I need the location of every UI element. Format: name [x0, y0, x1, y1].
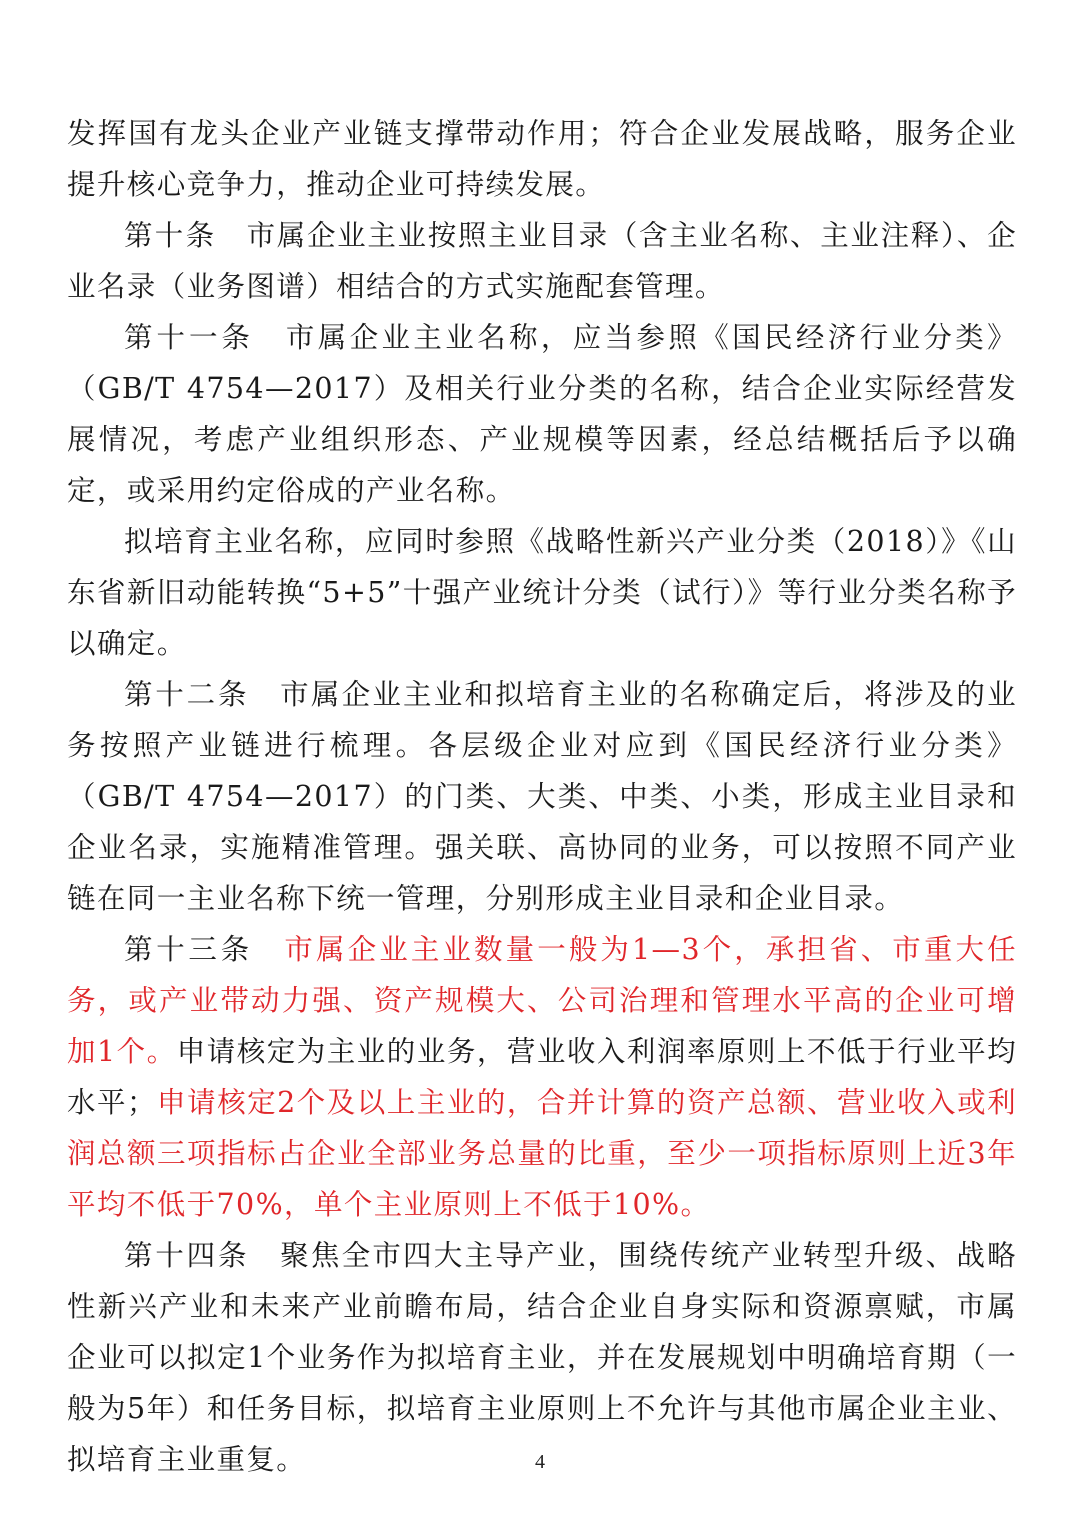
article-11-supplement	[67, 516, 1017, 669]
document-page	[67, 108, 1017, 1485]
article-13	[67, 924, 1017, 1230]
paragraph-text: 发挥国有龙头企业产业链支撑带动作用；符合企业发展战略，服务企业提升核心竞争力，推动企业可持续发展。	[67, 117, 1017, 201]
article-12	[67, 669, 1017, 924]
article-text: 市属企业主业按照主业目录（含主业名称、主业注释）、企业名录（业务图谱）相结合的方式实施配套管理。	[67, 219, 1017, 303]
article-text: 聚焦全市四大主导产业，围绕传统产业转型升级、战略性新兴产业和未来产业前瞻布局，结合企业自身实际和资源禀赋，市属企业可以拟定1个业务作为拟培育主业，并在发展规划中明确培育期（一般为5年）和任务目标，拟培育主业原则上不允许与其他市属企业主业、拟培育主业重复。	[67, 1239, 1017, 1476]
article-text: 申请核定为主业的业务，营业收入利润率原则上不低于行业平均水平；	[67, 1035, 1018, 1119]
article-14	[67, 1230, 1017, 1485]
article-heading: 第十一条	[124, 321, 254, 354]
article-heading: 第十四条	[124, 1239, 250, 1272]
highlighted-text: 市属企业主业数量一般为1—3个，承担省、市重大任务，或产业带动力强、资产规模大、公司治理和管理水平高的企业可增加1个。	[67, 933, 1017, 1068]
paragraph-text: 拟培育主业名称，应同时参照《战略性新兴产业分类（2018）》《山东省新旧动能转换“5+5”十强产业统计分类（试行）》等行业分类名称予以确定。	[67, 525, 1017, 660]
article-10	[67, 210, 1017, 312]
paragraph-continuation	[67, 108, 1017, 210]
article-text: 市属企业主业名称，应当参照《国民经济行业分类》（GB/T 4754—2017）及相关行业分类的名称，结合企业实际经营发展情况，考虑产业组织形态、产业规模等因素，经总结概括后予以确定，或采用约定俗成的产业名称。	[67, 321, 1018, 507]
page-number: 4	[535, 1451, 545, 1473]
article-heading: 第十三条	[124, 933, 253, 966]
article-11	[67, 312, 1017, 516]
highlighted-text: 申请核定2个及以上主业的，合并计算的资产总额、营业收入或利润总额三项指标占企业全部业务总量的比重，至少一项指标原则上近3年平均不低于70%，单个主业原则上不低于10%。	[67, 1086, 1017, 1221]
article-text: 市属企业主业和拟培育主业的名称确定后，将涉及的业务按照产业链进行梳理。各层级企业对应到《国民经济行业分类》（GB/T 4754—2017）的门类、大类、中类、小类，形成主业目录和企业名录，实施精准管理。强关联、高协同的业务，可以按照不同产业链在同一主业名称下统一管理，分别形成主业目录和企业目录。	[67, 678, 1017, 915]
article-heading: 第十条	[124, 219, 217, 252]
article-heading: 第十二条	[124, 678, 250, 711]
